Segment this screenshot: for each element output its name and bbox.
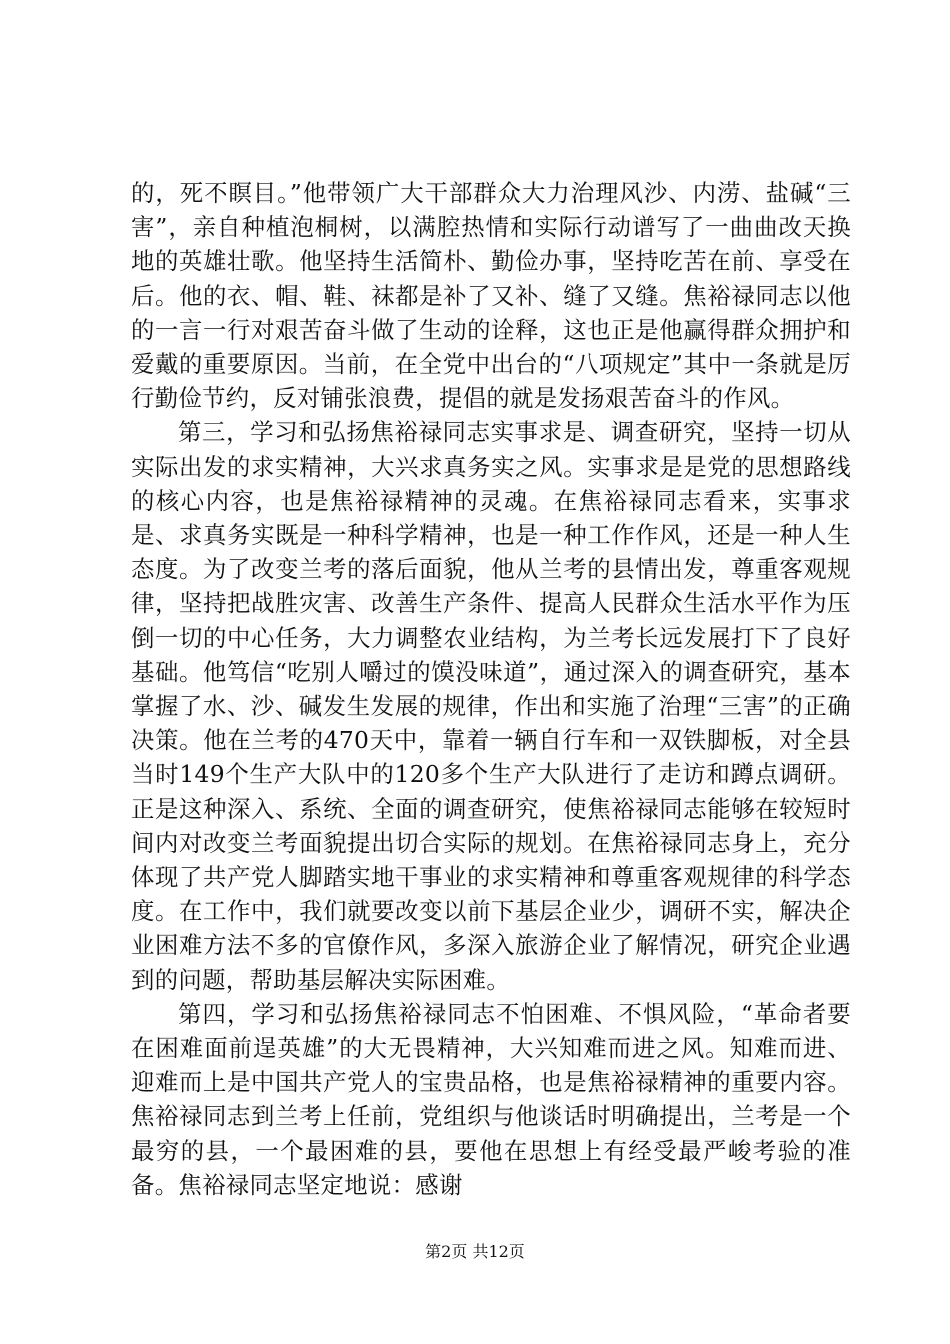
paragraph-2: 第三，学习和弘扬焦裕禄同志实事求是、调查研究，坚持一切从实际出发的求实精神，大兴求真务实之风。实事求是是党的思想路线的核心内容，也是焦裕禄精神的灵魂。在焦裕禄同志看来，实事求是、求真务实既是一种科学精神，也是一种工作作风，还是一种人生态度。为了改变兰考的落后面貌，他从兰考的县情出发，尊重客观规律，坚持把战胜灾害、改善生产条件、提高人民群众生活水平作为压倒一切的中心任务，大力调整农业结构，为兰考长远发展打下了良好基础。他笃信“吃别人嚼过的馍没味道”，通过深入的调查研究，基本掌握了水、沙、碱发生发展的规律，作出和实施了治理“三害”的正确决策。他在兰考的470天中，靠着一辆自行车和一双铁脚板，对全县当时149个生产大队中的120多个生产大队进行了走访和蹲点调研。正是这种深入、系统、全面的调查研究，使焦裕禄同志能够在较短时间内对改变兰考面貌提出切合实际的规划。在焦裕禄同志身上，充分体现了共产党人脚踏实地干事业的求实精神和尊重客观规律的科学态度。在工作中，我们就要改变以前下基层企业少，调研不实，解决企业困难方法不多的官僚作风，多深入旅游企业了解情况，研究企业遇到的问题，帮助基层解决实际困难。	[131, 418, 851, 994]
page-footer	[0, 1242, 950, 1262]
paragraph-3: 第四，学习和弘扬焦裕禄同志不怕困难、不惧风险，“革命者要在困难面前逞英雄”的大无畏精神，大兴知难而进之风。知难而进、迎难而上是中国共产党人的宝贵品格，也是焦裕禄精神的重要内容。焦裕禄同志到兰考上任前，党组织与他谈话时明确提出，兰考是一个最穷的县，一个最困难的县，要他在思想上有经受最严峻考验的准备。焦裕禄同志坚定地说：感谢	[131, 999, 851, 1199]
paragraph-1: 的，死不瞑目。”他带领广大干部群众大力治理风沙、内涝、盐碱“三害”，亲自种植泡桐树，以满腔热情和实际行动谱写了一曲曲改天换地的英雄壮歌。他坚持生活简朴、勤俭办事，坚持吃苦在前、享受在后。他的衣、帽、鞋、袜都是补了又补、缝了又缝。焦裕禄同志以他的一言一行对艰苦奋斗做了生动的诠释，这也正是他赢得群众拥护和爱戴的重要原因。当前，在全党中出台的“八项规定”其中一条就是厉行勤俭节约，反对铺张浪费，提倡的就是发扬艰苦奋斗的作风。	[131, 179, 851, 413]
document-body	[131, 176, 851, 1202]
page-number: 第2页 共12页	[425, 1242, 525, 1261]
